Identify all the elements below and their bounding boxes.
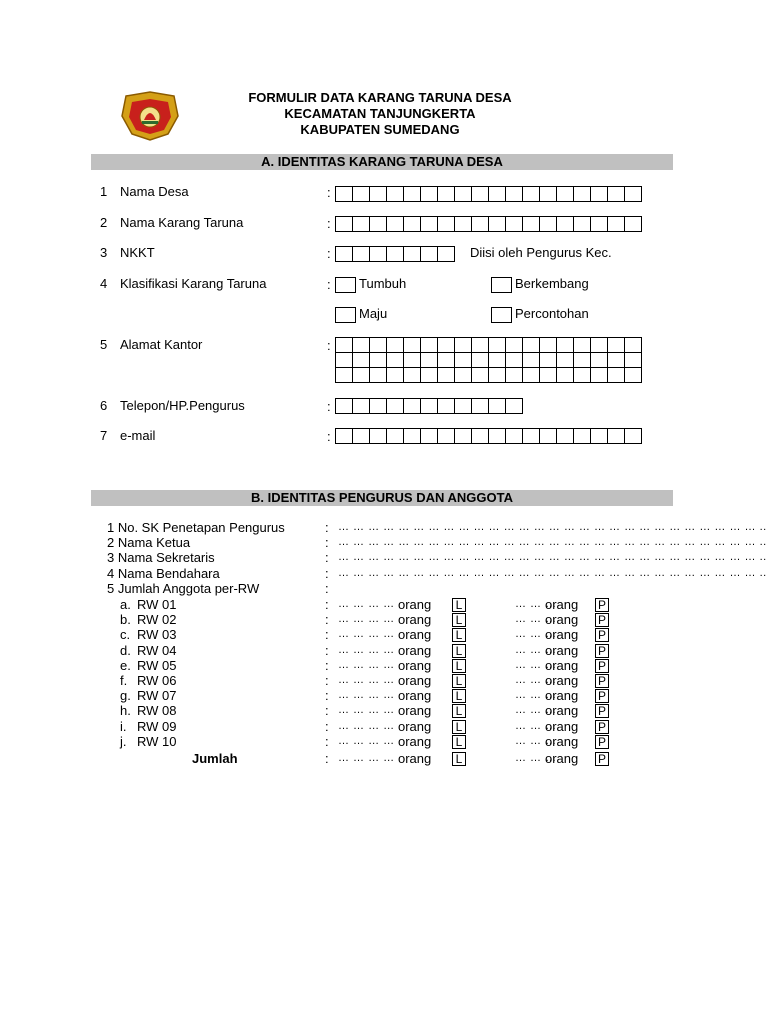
section-b-item-label: 4 Nama Bendahara <box>107 566 220 581</box>
char-box[interactable] <box>607 216 625 232</box>
char-box[interactable] <box>539 186 557 202</box>
char-box[interactable] <box>437 352 455 368</box>
char-box[interactable] <box>590 337 608 353</box>
rw-label: RW 06 <box>137 673 177 688</box>
char-box[interactable] <box>505 337 523 353</box>
rw-label: RW 03 <box>137 627 177 643</box>
jumlah-label: Jumlah <box>192 751 238 766</box>
perempuan-box[interactable]: P <box>595 644 609 658</box>
char-box[interactable] <box>556 428 574 444</box>
rw-label: RW 04 <box>137 642 177 658</box>
orang-label: orang <box>398 733 432 749</box>
char-box[interactable] <box>420 186 438 202</box>
char-box[interactable] <box>590 367 608 383</box>
char-box[interactable] <box>437 186 455 202</box>
count-p-dots[interactable]: … … … <box>515 598 557 610</box>
char-box[interactable] <box>369 367 387 383</box>
char-box[interactable] <box>454 367 472 383</box>
perempuan-box[interactable]: P <box>595 689 609 703</box>
char-box[interactable] <box>420 352 438 368</box>
char-box[interactable] <box>522 352 540 368</box>
telepon-boxes[interactable] <box>335 398 523 414</box>
char-box[interactable] <box>505 398 523 414</box>
logo-emblem <box>118 90 182 142</box>
char-box[interactable] <box>352 216 370 232</box>
char-box[interactable] <box>505 367 523 383</box>
rw-label: RW 02 <box>137 612 177 628</box>
char-box[interactable] <box>369 352 387 368</box>
alamat-kantor-boxes-row3[interactable] <box>335 367 642 383</box>
char-box[interactable] <box>386 428 404 444</box>
orang-label: orang <box>398 688 432 704</box>
char-box[interactable] <box>522 367 540 383</box>
char-box[interactable] <box>369 186 387 202</box>
rw-letter: a. <box>120 597 131 612</box>
field-number: 4 <box>100 276 108 291</box>
rw-letter: i. <box>120 718 127 734</box>
rw-letter: e. <box>120 657 131 673</box>
rw-label: RW 08 <box>137 703 177 719</box>
colon: : <box>325 535 329 550</box>
char-box[interactable] <box>335 367 353 383</box>
char-box[interactable] <box>556 337 574 353</box>
char-box[interactable] <box>522 337 540 353</box>
char-box[interactable] <box>607 352 625 368</box>
char-box[interactable] <box>488 186 506 202</box>
rw-letter: d. <box>120 642 131 658</box>
count-p-dots[interactable]: … … … <box>515 658 557 671</box>
char-box[interactable] <box>505 428 523 444</box>
rw-letter: b. <box>120 612 131 628</box>
perempuan-box[interactable]: P <box>595 598 609 612</box>
char-box[interactable] <box>403 398 421 414</box>
char-box[interactable] <box>454 428 472 444</box>
char-box[interactable] <box>386 367 404 383</box>
rw-label: RW 05 <box>137 657 177 673</box>
char-box[interactable] <box>437 398 455 414</box>
section-b-item-value[interactable]: … … … … … … … … … … … … … … … … … … … … … … … … … … … … .. <box>338 551 767 563</box>
perempuan-box[interactable]: P <box>595 674 609 688</box>
laki-laki-box[interactable]: L <box>452 720 466 734</box>
colon: : <box>327 216 331 231</box>
char-box[interactable] <box>352 428 370 444</box>
char-box[interactable] <box>624 367 642 383</box>
field-label-nama-desa: Nama Desa <box>120 184 189 199</box>
colon: : <box>325 657 329 673</box>
colon: : <box>325 581 329 596</box>
char-box[interactable] <box>522 186 540 202</box>
count-l-dots[interactable]: … … … … <box>338 613 395 626</box>
char-box[interactable] <box>471 337 489 353</box>
char-box[interactable] <box>386 216 404 232</box>
perempuan-box[interactable]: P <box>595 720 609 734</box>
laki-laki-box[interactable]: L <box>452 644 466 658</box>
laki-laki-box[interactable]: L <box>452 598 466 612</box>
char-box[interactable] <box>352 352 370 368</box>
nama-karang-taruna-boxes[interactable] <box>335 216 642 232</box>
char-box[interactable] <box>420 337 438 353</box>
perempuan-box[interactable]: P <box>595 704 609 718</box>
char-box[interactable] <box>590 352 608 368</box>
option-maju: Maju <box>359 306 388 321</box>
count-p-dots[interactable]: … … … <box>515 674 557 686</box>
char-box[interactable] <box>624 428 642 444</box>
colon: : <box>327 246 331 261</box>
field-number: 2 <box>100 215 108 230</box>
count-l-dots[interactable]: … … … … <box>338 643 395 656</box>
count-l-dots[interactable]: … … … … <box>338 689 395 702</box>
orang-label: orang <box>545 673 579 688</box>
char-box[interactable] <box>403 216 421 232</box>
char-box[interactable] <box>437 367 455 383</box>
char-box[interactable] <box>352 337 370 353</box>
orang-label: orang <box>398 627 432 643</box>
char-box[interactable] <box>556 367 574 383</box>
count-l-dots[interactable]: … … … … <box>338 658 395 671</box>
char-box[interactable] <box>573 186 591 202</box>
count-p-dots[interactable]: … … … <box>515 719 557 732</box>
colon: : <box>327 277 331 292</box>
char-box[interactable] <box>488 337 506 353</box>
char-box[interactable] <box>488 352 506 368</box>
char-box[interactable] <box>386 398 404 414</box>
char-box[interactable] <box>335 398 353 414</box>
count-p-dots[interactable]: … … … <box>515 628 557 641</box>
colon: : <box>325 627 329 643</box>
count-l-dots[interactable]: … … … … <box>338 704 395 717</box>
char-box[interactable] <box>505 186 523 202</box>
form-title: FORMULIR DATA KARANG TARUNA DESA <box>248 90 512 105</box>
field-number: 1 <box>100 184 108 199</box>
count-l-dots[interactable]: … … … … <box>338 674 395 686</box>
char-box[interactable] <box>403 246 421 262</box>
perempuan-box[interactable]: P <box>595 752 609 766</box>
char-box[interactable] <box>420 428 438 444</box>
char-box[interactable] <box>352 186 370 202</box>
char-box[interactable] <box>471 428 489 444</box>
char-box[interactable] <box>454 398 472 414</box>
section-b-item-label: 1 No. SK Penetapan Pengurus <box>107 520 285 535</box>
colon: : <box>325 642 329 658</box>
colon: : <box>325 733 329 749</box>
char-box[interactable] <box>454 337 472 353</box>
colon: : <box>325 703 329 719</box>
laki-laki-box[interactable]: L <box>452 613 466 627</box>
char-box[interactable] <box>590 428 608 444</box>
orang-label: orang <box>398 751 432 766</box>
district-title: KECAMATAN TANJUNGKERTA <box>284 106 476 121</box>
field-label-telepon: Telepon/HP.Pengurus <box>120 398 245 413</box>
field-number: 3 <box>100 245 108 260</box>
char-box[interactable] <box>471 367 489 383</box>
count-l-dots[interactable]: … … … … <box>338 628 395 641</box>
char-box[interactable] <box>335 246 353 262</box>
orang-label: orang <box>398 718 432 734</box>
char-box[interactable] <box>437 216 455 232</box>
char-box[interactable] <box>556 186 574 202</box>
char-box[interactable] <box>335 186 353 202</box>
char-box[interactable] <box>539 367 557 383</box>
count-l-dots[interactable]: … … … … <box>338 752 395 764</box>
nkkt-boxes[interactable] <box>335 246 455 262</box>
alamat-kantor-boxes-row1[interactable] <box>335 337 642 353</box>
nkkt-note: Diisi oleh Pengurus Kec. <box>470 245 612 260</box>
count-l-dots[interactable]: … … … … <box>338 734 395 747</box>
char-box[interactable] <box>335 337 353 353</box>
char-box[interactable] <box>573 428 591 444</box>
char-box[interactable] <box>539 352 557 368</box>
char-box[interactable] <box>624 352 642 368</box>
colon: : <box>327 399 331 414</box>
char-box[interactable] <box>352 246 370 262</box>
char-box[interactable] <box>369 216 387 232</box>
char-box[interactable] <box>352 367 370 383</box>
colon: : <box>325 597 329 612</box>
char-box[interactable] <box>488 367 506 383</box>
char-box[interactable] <box>403 428 421 444</box>
char-box[interactable] <box>590 186 608 202</box>
char-box[interactable] <box>539 428 557 444</box>
field-label-email: e-mail <box>120 428 156 443</box>
nama-desa-boxes[interactable] <box>335 186 642 202</box>
char-box[interactable] <box>454 186 472 202</box>
section-b-item-value[interactable]: … … … … … … … … … … … … … … … … … … … … … … … … … … … … .. <box>338 536 767 548</box>
char-box[interactable] <box>386 352 404 368</box>
field-label-nama-karang-taruna: Nama Karang Taruna <box>120 215 244 230</box>
laki-laki-box[interactable]: L <box>452 674 466 688</box>
rw-label: RW 01 <box>137 597 177 612</box>
field-number: 6 <box>100 398 108 413</box>
colon: : <box>327 429 331 444</box>
field-label-alamat-kantor: Alamat Kantor <box>120 337 203 352</box>
char-box[interactable] <box>369 246 387 262</box>
field-number: 5 <box>100 337 108 352</box>
char-box[interactable] <box>420 216 438 232</box>
char-box[interactable] <box>369 398 387 414</box>
laki-laki-box[interactable]: L <box>452 628 466 642</box>
count-p-dots[interactable]: … … … <box>515 734 557 747</box>
colon: : <box>325 566 329 581</box>
char-box[interactable] <box>471 352 489 368</box>
checkbox-maju[interactable] <box>335 307 356 323</box>
char-box[interactable] <box>488 398 506 414</box>
colon: : <box>327 185 331 200</box>
char-box[interactable] <box>573 216 591 232</box>
orang-label: orang <box>545 597 579 612</box>
char-box[interactable] <box>420 246 438 262</box>
laki-laki-box[interactable]: L <box>452 689 466 703</box>
char-box[interactable] <box>556 216 574 232</box>
orang-label: orang <box>545 612 579 628</box>
count-p-dots[interactable]: … … … <box>515 752 557 764</box>
char-box[interactable] <box>352 398 370 414</box>
orang-label: orang <box>398 657 432 673</box>
char-box[interactable] <box>539 337 557 353</box>
colon: : <box>325 688 329 704</box>
count-p-dots[interactable]: … … … <box>515 613 557 626</box>
checkbox-tumbuh[interactable] <box>335 277 356 293</box>
char-box[interactable] <box>420 398 438 414</box>
colon: : <box>325 520 329 535</box>
orang-label: orang <box>398 642 432 658</box>
char-box[interactable] <box>573 367 591 383</box>
char-box[interactable] <box>386 186 404 202</box>
char-box[interactable] <box>471 216 489 232</box>
perempuan-box[interactable]: P <box>595 659 609 673</box>
orang-label: orang <box>545 657 579 673</box>
char-box[interactable] <box>335 216 353 232</box>
orang-label: orang <box>398 703 432 719</box>
field-label-nkkt: NKKT <box>120 245 155 260</box>
perempuan-box[interactable]: P <box>595 735 609 749</box>
checkbox-percontohan[interactable] <box>491 307 512 323</box>
colon: : <box>325 550 329 565</box>
orang-label: orang <box>545 718 579 734</box>
char-box[interactable] <box>607 367 625 383</box>
colon: : <box>325 673 329 688</box>
char-box[interactable] <box>335 428 353 444</box>
email-boxes[interactable] <box>335 428 642 444</box>
orang-label: orang <box>545 751 579 766</box>
char-box[interactable] <box>403 186 421 202</box>
char-box[interactable] <box>403 367 421 383</box>
orang-label: orang <box>398 597 432 612</box>
char-box[interactable] <box>437 428 455 444</box>
option-tumbuh: Tumbuh <box>359 276 407 291</box>
section-b-item-value[interactable]: … … … … … … … … … … … … … … … … … … … … … … … … … … … … .. <box>338 567 767 579</box>
rw-label: RW 10 <box>137 733 177 749</box>
char-box[interactable] <box>607 428 625 444</box>
char-box[interactable] <box>403 352 421 368</box>
colon: : <box>325 718 329 734</box>
orang-label: orang <box>545 627 579 643</box>
laki-laki-box[interactable]: L <box>452 752 466 766</box>
section-a-header: A. IDENTITAS KARANG TARUNA DESA <box>91 154 673 170</box>
count-l-dots[interactable]: … … … … <box>338 598 395 610</box>
section-b-item-label: 3 Nama Sekretaris <box>107 550 215 565</box>
orang-label: orang <box>545 703 579 719</box>
char-box[interactable] <box>505 352 523 368</box>
char-box[interactable] <box>607 337 625 353</box>
char-box[interactable] <box>369 428 387 444</box>
count-p-dots[interactable]: … … … <box>515 689 557 702</box>
laki-laki-box[interactable]: L <box>452 735 466 749</box>
char-box[interactable] <box>437 337 455 353</box>
char-box[interactable] <box>386 337 404 353</box>
char-box[interactable] <box>454 352 472 368</box>
section-b-item-label: 2 Nama Ketua <box>107 535 191 550</box>
char-box[interactable] <box>624 186 642 202</box>
colon: : <box>325 612 329 628</box>
count-l-dots[interactable]: … … … … <box>338 719 395 732</box>
char-box[interactable] <box>335 352 353 368</box>
field-number: 7 <box>100 428 108 443</box>
char-box[interactable] <box>607 186 625 202</box>
char-box[interactable] <box>539 216 557 232</box>
section-b-header: B. IDENTITAS PENGURUS DAN ANGGOTA <box>91 490 673 506</box>
char-box[interactable] <box>488 216 506 232</box>
checkbox-berkembang[interactable] <box>491 277 512 293</box>
field-label-klasifikasi: Klasifikasi Karang Taruna <box>120 276 267 291</box>
colon: : <box>325 751 329 766</box>
rw-letter: j. <box>120 733 127 749</box>
char-box[interactable] <box>403 337 421 353</box>
char-box[interactable] <box>437 246 455 262</box>
rw-letter: g. <box>120 688 131 704</box>
laki-laki-box[interactable]: L <box>452 704 466 718</box>
rw-letter: c. <box>120 627 131 643</box>
rw-letter: f. <box>120 673 128 688</box>
char-box[interactable] <box>386 246 404 262</box>
option-percontohan: Percontohan <box>515 306 589 321</box>
perempuan-box[interactable]: P <box>595 628 609 642</box>
option-berkembang: Berkembang <box>515 276 589 291</box>
count-p-dots[interactable]: … … … <box>515 643 557 656</box>
char-box[interactable] <box>590 216 608 232</box>
rw-letter: h. <box>120 703 131 719</box>
char-box[interactable] <box>624 216 642 232</box>
char-box[interactable] <box>556 352 574 368</box>
orang-label: orang <box>545 688 579 704</box>
alamat-kantor-boxes-row2[interactable] <box>335 352 642 368</box>
colon: : <box>327 338 331 353</box>
char-box[interactable] <box>522 216 540 232</box>
section-b-item-label: 5 Jumlah Anggota per-RW <box>107 581 260 596</box>
section-b-item-value[interactable]: … … … … … … … … … … … … … … … … … … … … … … … … … … … … .. <box>338 521 767 533</box>
char-box[interactable] <box>624 337 642 353</box>
orang-label: orang <box>545 733 579 749</box>
char-box[interactable] <box>369 337 387 353</box>
char-box[interactable] <box>573 352 591 368</box>
orang-label: orang <box>398 673 432 688</box>
char-box[interactable] <box>454 216 472 232</box>
char-box[interactable] <box>573 337 591 353</box>
char-box[interactable] <box>488 428 506 444</box>
laki-laki-box[interactable]: L <box>452 659 466 673</box>
perempuan-box[interactable]: P <box>595 613 609 627</box>
rw-label: RW 07 <box>137 688 177 704</box>
char-box[interactable] <box>471 398 489 414</box>
regency-title: KABUPATEN SUMEDANG <box>300 122 460 137</box>
char-box[interactable] <box>420 367 438 383</box>
count-p-dots[interactable]: … … … <box>515 704 557 717</box>
orang-label: orang <box>545 642 579 658</box>
char-box[interactable] <box>522 428 540 444</box>
char-box[interactable] <box>505 216 523 232</box>
char-box[interactable] <box>471 186 489 202</box>
orang-label: orang <box>398 612 432 628</box>
rw-label: RW 09 <box>137 718 177 734</box>
